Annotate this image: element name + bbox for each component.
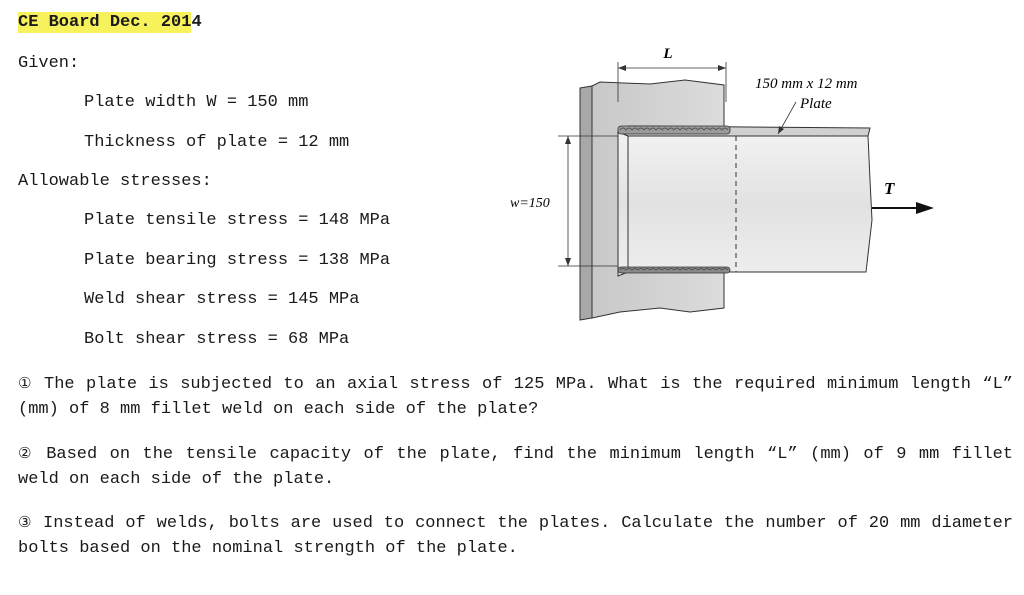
plate-label-size: 150 mm x 12 mm	[755, 76, 858, 92]
question-1-marker: ①	[18, 374, 33, 392]
question-3-text: Instead of welds, bolts are used to connect the plates. Calculate the number of 20 mm diameter bolts based on the nominal strength of the plate.	[18, 514, 1013, 558]
question-3-marker: ③	[18, 513, 33, 531]
given-heading: Given:	[18, 54, 80, 73]
question-1-text: The plate is subjected to an axial stress of 125 MPa. What is the required minimum length “L” (mm) of 8 mm fillet weld on each side of the plate?	[18, 375, 1013, 419]
problem-title	[18, 13, 202, 33]
title-highlight: CE Board Dec. 201	[18, 13, 192, 32]
allowable-heading: Allowable stresses:	[18, 172, 212, 191]
plate-label-name: Plate	[800, 96, 832, 112]
allowable-weld-shear: Weld shear stress = 145 MPa	[84, 290, 360, 309]
force-label: T	[884, 179, 895, 198]
allowable-tensile: Plate tensile stress = 148 MPa	[84, 211, 391, 230]
allowable-bearing: Plate bearing stress = 138 MPa	[84, 251, 391, 270]
tension-plate	[618, 132, 872, 276]
gusset-plate-side	[580, 86, 592, 320]
welded-plate-diagram	[500, 40, 950, 330]
allowable-bolt-shear: Bolt shear stress = 68 MPa	[84, 330, 350, 349]
length-label: L	[663, 46, 673, 62]
question-2-text: Based on the tensile capacity of the plate, find the minimum length “L” (mm) of 9 mm fillet weld on each side of the plate.	[18, 445, 1013, 489]
given-thickness: Thickness of plate = 12 mm	[84, 133, 350, 152]
width-label: w=150	[510, 196, 550, 211]
question-2-marker: ②	[18, 444, 34, 462]
question-3	[18, 510, 1013, 561]
title-rest: 4	[191, 13, 202, 32]
given-plate-width: Plate width W = 150 mm	[84, 93, 309, 112]
question-2	[18, 441, 1013, 492]
question-1	[18, 371, 1013, 422]
